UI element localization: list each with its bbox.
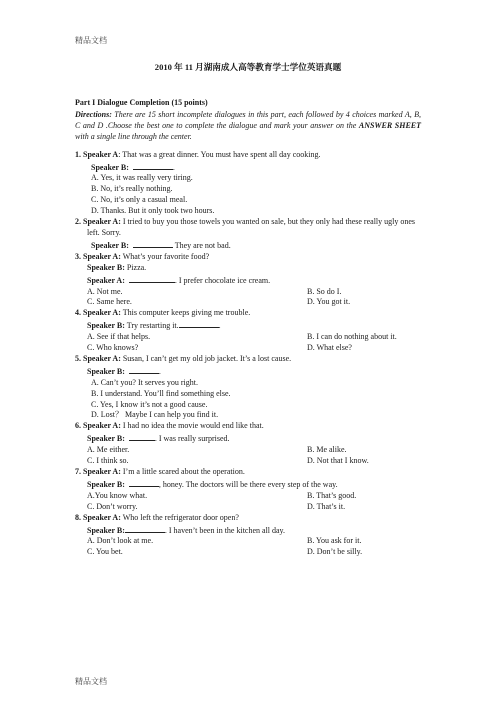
exam-content [75,98,421,558]
question-number: 7. [75,467,81,476]
question-3 [75,252,421,309]
speaker-label: Speaker B: [87,262,125,272]
page-footer-mark: 精品文档 [75,677,107,686]
dialogue-text: . I haven’t been in the kitchen all day. [164,525,286,535]
dialogue-text: Try restarting it. [126,321,179,331]
answer-option-row [75,547,421,558]
answer-option: B. I understand. You’ll find something else. [91,388,231,398]
speaker-label: Speaker A: [83,251,121,261]
question-8 [75,513,421,559]
question-number: 1. [75,149,81,159]
answer-option: B. You ask for it. [307,536,362,546]
question-number: 6. [75,421,81,431]
dialogue-line [75,308,421,319]
answer-blank [179,319,221,331]
speaker-label: Speaker B: [87,366,125,376]
answer-option: D. You got it. [307,297,351,307]
question-2 [75,217,421,252]
dialogue-text: Pizza. [126,262,147,272]
dialogue-line [75,421,421,432]
answer-blank [129,365,159,374]
question-number: 8. [75,512,81,522]
speaker-separator: : [118,149,123,159]
dialogue-line [75,524,421,537]
answer-option: C. Don’t worry. [87,501,138,511]
answer-option: C. Yes, I know it’s not a good cause. [91,399,208,409]
dialogue-text: I tried to buy you those towels you wanted on sale, but they only had these really ugly ones left. Sorry. [87,217,416,237]
answer-sheet-label: ANSWER SHEET [358,120,422,130]
directions-text-1: There are 15 short incomplete dialogues in this part, each followed by 4 choices marked A, B, C and D .Choose the best one to complete the dialogue and mark your answer on the [75,109,421,130]
answer-option: A. Me either. [87,445,130,455]
directions [75,110,421,143]
answer-blank [125,524,165,533]
dialogue-line [75,217,421,239]
speaker-label: Speaker B: [87,525,125,535]
dialogue-line [75,274,421,287]
speaker-label: Speaker A [83,149,119,159]
question-number: 3. [75,251,81,261]
question-1 [75,150,421,217]
answer-option-row [75,536,421,547]
answer-option: D. That’s it. [307,501,346,511]
directions-label: Directions: [75,109,112,119]
dialogue-line [75,365,421,378]
dialogue-line [75,239,421,252]
dialogue-line [75,263,421,274]
dialogue-text: Who left the refrigerator door open? [122,512,239,522]
answer-blank [129,478,159,487]
answer-option: B. I can do nothing about it. [307,332,397,342]
question-number: 4. [75,308,81,318]
question-number: 5. [75,353,81,363]
answer-option: C. Same here. [87,297,132,307]
dialogue-text: . I prefer chocolate ice cream. [174,275,271,285]
answer-option: A. Yes, it was really very tiring. [91,173,193,183]
question-7 [75,467,421,513]
speaker-label: Speaker A: [83,353,121,363]
speaker-label: Speaker B: [87,434,125,444]
answer-option: D. Lost？ Maybe I can help you find it. [91,410,219,420]
answer-option-row [75,445,421,456]
dialogue-line [75,432,421,445]
question-number: 2. [75,217,81,227]
dialogue-text: . I was really surprised. [154,434,230,444]
dialogue-line [75,478,421,491]
speaker-label: Speaker A: [83,512,121,522]
answer-blank [133,239,173,248]
speaker-label: Speaker A: [83,421,121,431]
speaker-label: Speaker A: [83,217,121,227]
dialogue-text: Susan, I can’t get my old job jacket. It’s a lost cause. [122,353,292,363]
answer-option: C. No, it’s only a casual meal. [91,195,188,205]
answer-option: C. Who knows? [87,343,139,353]
page-header-mark: 精品文档 [75,36,107,45]
speaker-label: Speaker A: [83,467,121,476]
answer-option-row [75,343,421,354]
answer-option-row [75,491,421,502]
dialogue-text: That was a great dinner. You must have spent all day cooking. [122,149,321,159]
dialogue-line [75,319,421,332]
answer-option: B. That’s good. [307,490,357,500]
answer-option: B. No, it’s really nothing. [91,184,173,194]
answer-option: A. Don’t look at me. [87,536,154,546]
dialogue-text: . [218,321,221,331]
dialogue-line [75,150,421,161]
question-5 [75,354,421,421]
speaker-label: Speaker A: [87,275,125,285]
speaker-label: Speaker B: [87,321,125,331]
dialogue-text: What’s your favorite food? [122,251,210,261]
answer-blank [129,274,175,283]
speaker-label: Speaker B: [91,240,129,250]
dialogue-text: . [172,162,175,172]
dialogue-text: I’m a little scared about the operation. [122,467,245,476]
speaker-label: Speaker B: [91,162,129,172]
answer-option: B. Me alike. [307,445,347,455]
answer-option: A. See if that helps. [87,332,151,342]
answer-option: A. Can’t you? It serves you right. [91,377,198,387]
page-title: 2010 年 11 月湖南成人高等教育学士学位英语真题 [154,62,342,72]
question-list [75,150,421,559]
dialogue-text: I had no idea the movie would end like that. [122,421,264,431]
answer-option: D. What else? [307,343,352,353]
dialogue-line [75,467,421,478]
dialogue-line [75,513,421,524]
speaker-label: Speaker A: [83,308,121,318]
directions-text-2: with a single line through the center. [75,131,192,141]
answer-option: C. You bet. [87,547,123,557]
dialogue-text: This computer keeps giving me trouble. [122,308,251,318]
dialogue-text: . [158,366,161,376]
answer-option: C. I think so. [87,456,129,466]
answer-option: A. Not me. [87,286,123,296]
answer-option-row [75,332,421,343]
answer-blank [129,432,155,441]
answer-option: A.You know what. [87,490,148,500]
answer-option: D. Thanks. But it only took two hours. [91,206,215,216]
dialogue-text: , honey. The doctors will be there every step of the way. [158,479,338,489]
answer-blank [133,161,173,170]
dialogue-line [75,354,421,365]
answer-option: B. So do I. [307,286,342,296]
question-6 [75,421,421,467]
answer-option-row [75,502,421,513]
answer-option-row [75,287,421,298]
part-heading: Part I Dialogue Completion (15 points) [75,98,208,107]
answer-option-row [75,456,421,467]
dialogue-line [75,252,421,263]
answer-option-row [75,297,421,308]
speaker-label: Speaker B: [87,479,125,489]
question-4 [75,308,421,354]
dialogue-text: They are not bad. [172,240,231,250]
answer-option: D. Don’t be silly. [307,547,363,557]
answer-option: D. Not that I know. [307,456,369,466]
dialogue-line [75,161,421,174]
